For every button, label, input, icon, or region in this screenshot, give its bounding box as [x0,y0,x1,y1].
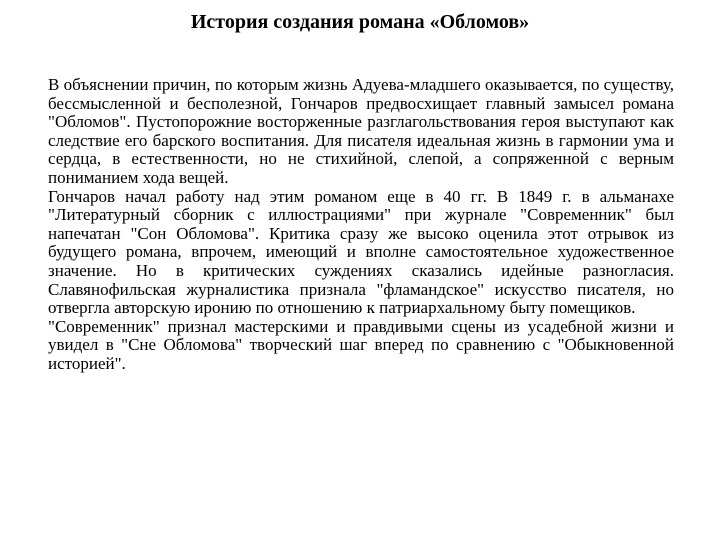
slide-title: История создания романа «Обломов» [190,11,530,33]
slide-body [48,76,674,374]
paragraph-1: В объяснении причин, по которым жизнь Адуева-младшего оказывается, по существу, бессмысленной и бесполезной, Гончаров предвосхищает главный замысел романа "Обломов". Пустопорожние восторженные разглагольствования героя выступают как следствие его барского воспитания. Для писателя идеальная жизнь в гармонии ума и сердца, в естественности, но не стихийной, слепой, а сопряженной с верным пониманием хода вещей. [48,75,674,187]
paragraph-2: Гончаров начал работу над этим романом еще в 40 гг. В 1849 г. в альманахе "Литературный сборник с иллюстрациями" при журнале "Современник" был напечатан "Сон Обломова". Критика сразу же высоко оценила этот отрывок из будущего романа, впрочем, имеющий и вполне самостоятельное художественное значение. Но в критических суждениях сказались идейные разногласия. Славянофильская журналистика признала "фламандское" искусство писателя, но отвергла авторскую иронию по отношению к патриархальному быту помещиков. [48,186,674,318]
paragraph-3: "Современник" признал мастерскими и правдивыми сцены из усадебной жизни и увидел в "Сне Обломова" творческий шаг вперед по сравнению с "Обыкновенной историей". [48,316,674,373]
